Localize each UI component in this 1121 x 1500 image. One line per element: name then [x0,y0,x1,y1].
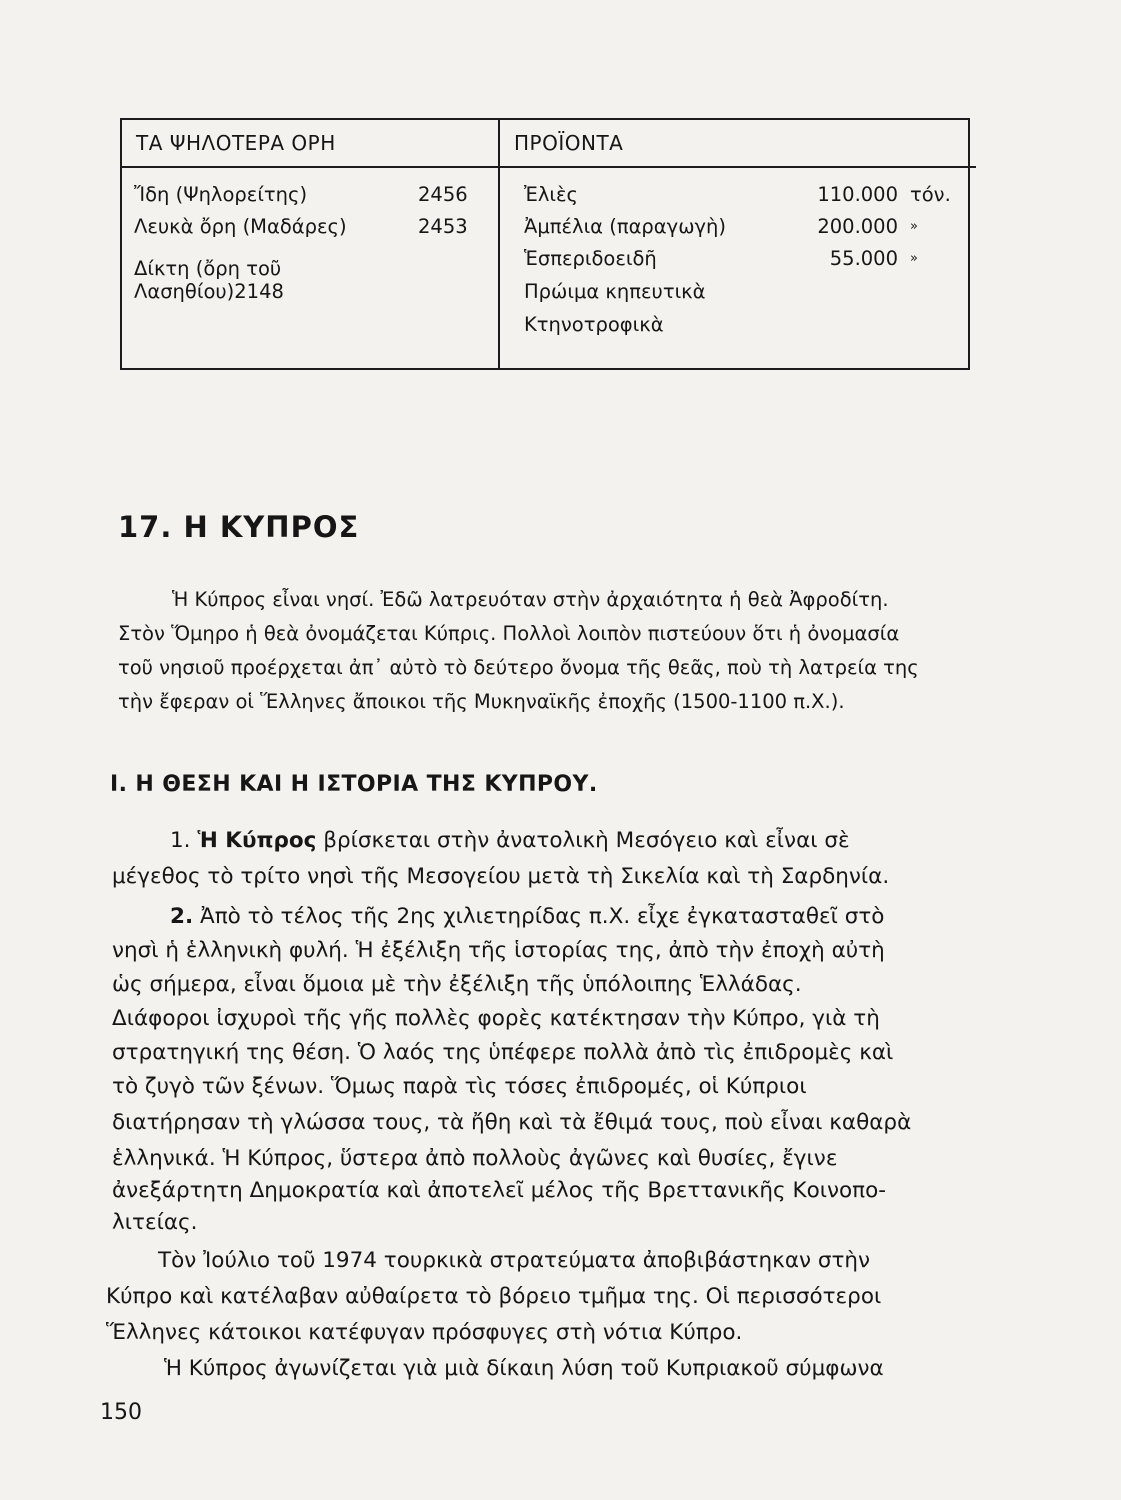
chapter-title: 17. Η ΚΥΠΡΟΣ [118,510,360,544]
products-column [500,120,976,368]
product-quantity: 55.000 [829,246,898,270]
text-line: Ἕλληνες κάτοικοι κατέφυγαν πρόσφυγες στὴ νότια Κύπρο. [106,1320,743,1345]
mountain-row [122,257,498,303]
mountain-elevation: 2453 [418,214,468,238]
product-name: Κτηνοτροφικὰ [524,312,664,336]
text-line: Ἡ Κύπρος εἶναι νησί. Ἐδῶ λατρευόταν στὴν ἀρχαιότητα ἡ θεὰ Ἀφροδίτη. [172,588,889,611]
paragraph-2-line [170,906,884,928]
text-line: Τὸν Ἰούλιο τοῦ 1974 τουρκικὰ στρατεύματα ἀποβιβάστηκαν στὴν [158,1248,871,1273]
mountain-row [122,210,498,242]
text-line: ἑλληνικά. Ἡ Κύπρος, ὕστερα ἀπὸ πολλοὺς ἀγῶνες καὶ θυσίες, ἔγινε [112,1146,838,1171]
page-number: 150 [100,1400,142,1425]
mountain-row [122,178,498,210]
product-row [500,242,976,274]
product-row [500,274,976,308]
text-line: ὡς σήμερα, εἶναι ὅμοια μὲ τὴν ἐξέλιξη τῆς ὑπόλοιπης Ἑλλάδας. [112,972,802,997]
text-line: Κύπρο καὶ κατέλαβαν αὐθαίρετα τὸ βόρειο τμῆμα της. Οἱ περισσότεροι [106,1284,882,1309]
product-row [500,178,976,210]
product-name: Ἑσπεριδοειδῆ [524,246,657,270]
text-line: μέγεθος τὸ τρίτο νησὶ τῆς Μεσογείου μετὰ τὴ Σικελία καὶ τὴ Σαρδηνία. [112,864,890,889]
product-quantity: 110.000 [817,182,898,206]
text-line: τὸ ζυγὸ τῶν ξένων. Ὅμως παρὰ τὶς τόσες ἐπιδρομές, οἱ Κύπριοι [112,1074,807,1099]
text-line: Διάφοροι ἰσχυροὶ τῆς γῆς πολλὲς φορὲς κατέκτησαν τὴν Κύπρο, γιὰ τὴ [112,1006,880,1031]
text-line: Στὸν Ὅμηρο ἡ θεὰ ὀνομάζεται Κύπρις. Πολλοὶ λοιπὸν πιστεύουν ὅτι ἡ ὀνομασία [118,622,900,645]
text-line: τὴν ἔφεραν οἱ Ἕλληνες ἄποικοι τῆς Μυκηναϊκῆς ἐποχῆς (1500-1100 π.Χ.). [118,690,845,713]
product-unit: » [910,250,918,266]
text-line: διατήρησαν τὴ γλώσσα τους, τὰ ἤθη καὶ τὰ ἔθιμά τους, ποὺ εἶναι καθαρὰ [112,1110,912,1135]
paragraph-1-line [170,830,850,852]
text-line: ἀνεξάρτητη Δημοκρατία καὶ ἀποτελεῖ μέλος τῆς Βρεττανικῆς Κοινοπο- [112,1178,887,1203]
text-line: λιτείας. [112,1210,198,1235]
text-line: στρατηγική της θέση. Ὁ λαός της ὑπέφερε πολλὰ ἀπὸ τὶς ἐπιδρομὲς καὶ [112,1040,894,1065]
product-unit: » [910,218,918,234]
text-line: νησὶ ἡ ἑλληνικὴ φυλή. Ἡ ἐξέλιξη τῆς ἱστορίας της, ἀπὸ τὴν ἐποχὴ αὐτὴ [112,938,885,963]
text-run: βρίσκεται στὴν ἀνατολικὴ Μεσόγειο καὶ εἶναι σὲ [323,828,850,853]
text-line: Ἡ Κύπρος ἀγωνίζεται γιὰ μιὰ δίκαιη λύση τοῦ Κυπριακοῦ σύμφωνα [164,1356,884,1381]
products-header: ΠΡΟΪΟΝΤΑ [500,120,976,168]
product-row [500,308,976,340]
product-row [500,210,976,242]
mountain-name: Λευκὰ ὄρη (Μαδάρες) [134,214,347,238]
mountain-name: Δίκτη (ὄρη τοῦ Λασηθίου)2148 [134,257,284,303]
section-title: Ι. Η ΘΕΣΗ ΚΑΙ Η ΙΣΤΟΡΙΑ ΤΗΣ ΚΥΠΡΟΥ. [110,772,598,797]
product-quantity: 200.000 [817,214,898,238]
product-name: Πρώιμα κηπευτικὰ [524,279,706,303]
mountains-header: ΤΑ ΨΗΛΟΤΕΡΑ ΟΡΗ [122,120,498,168]
bold-term: Ἡ Κύπρος [197,828,317,853]
product-name: Ἐλιὲς [524,182,578,206]
paragraph-number: 1. [170,828,191,853]
paragraph-number: 2. [170,904,194,929]
product-unit: τόν. [910,182,951,206]
mountain-elevation: 2456 [418,182,468,206]
summary-table [120,118,970,370]
mountains-column [122,120,500,368]
text-run: Ἀπὸ τὸ τέλος τῆς 2ης χιλιετηρίδας π.Χ. εἶχε ἐγκατασταθεῖ στὸ [199,904,885,929]
mountain-name: Ἴδη (Ψηλορείτης) [134,182,308,206]
text-line: τοῦ νησιοῦ προέρχεται ἀπ᾿ αὐτὸ τὸ δεύτερο ὄνομα τῆς θεᾶς, ποὺ τὴ λατρεία της [118,656,919,679]
product-name: Ἀμπέλια (παραγωγὴ) [524,214,727,238]
